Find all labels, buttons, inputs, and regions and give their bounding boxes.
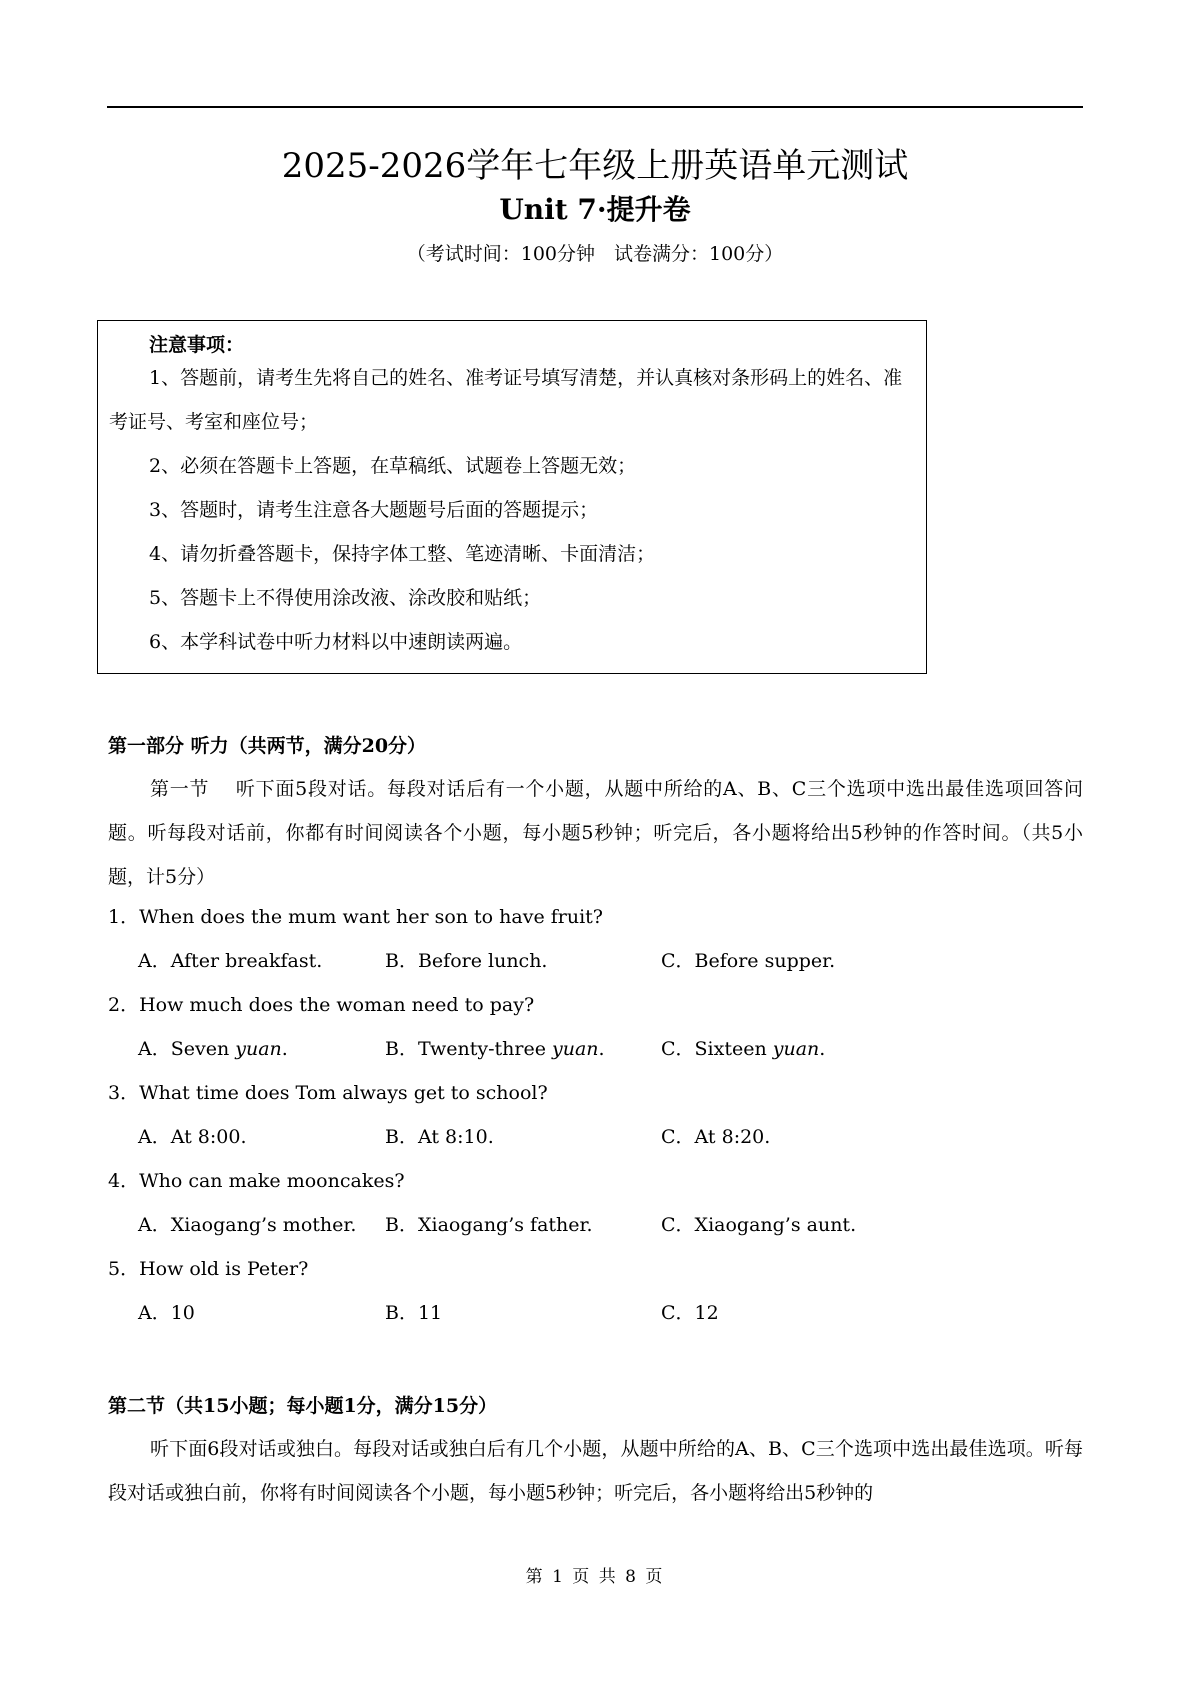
exam-title: 2025-2026学年七年级上册英语单元测试	[281, 146, 909, 186]
question-3-option-a: A．At 8:00.	[138, 1126, 247, 1148]
question-3-stem: 3．What time does Tom always get to school?	[108, 1082, 548, 1104]
notice-item-1: 1、答题前，请考生先将自己的姓名、准考证号填写清楚，并认真核对条形码上的姓名、准考证号、考室和座位号；	[109, 367, 903, 433]
question-2-option-b: B．Twenty-three yuan.	[385, 1038, 605, 1060]
page-footer: 第 1 页 共 8 页	[525, 1567, 665, 1587]
question-5-option-c: C．12	[661, 1302, 719, 1324]
exam-meta: （考试时间：100分钟 试卷满分：100分）	[406, 243, 784, 265]
question-4-stem: 4．Who can make mooncakes?	[108, 1170, 405, 1192]
exam-subtitle: Unit 7·提升卷	[499, 193, 691, 226]
question-2-option-c: C．Sixteen yuan.	[661, 1038, 826, 1060]
question-4-option-a: A．Xiaogang’s mother.	[138, 1214, 357, 1236]
notice-item-4: 4、请勿折叠答题卡，保持字体工整、笔迹清晰、卡面清洁；	[149, 543, 656, 565]
question-1-option-b: B．Before lunch.	[385, 950, 548, 972]
question-4-option-c: C．Xiaogang’s aunt.	[661, 1214, 857, 1236]
notice-item-3: 3、答题时，请考生注意各大题题号后面的答题提示；	[149, 499, 599, 521]
notice-item-6: 6、本学科试卷中听力材料以中速朗读两遍。	[149, 631, 523, 653]
section2-heading: 第二节（共15小题；每小题1分，满分15分）	[108, 1395, 498, 1417]
notice-box	[97, 320, 927, 674]
question-5-stem: 5．How old is Peter?	[108, 1258, 309, 1280]
question-2-stem: 2．How much does the woman need to pay?	[108, 994, 535, 1016]
question-3-option-b: B．At 8:10.	[385, 1126, 494, 1148]
question-5-option-a: A．10	[138, 1302, 195, 1324]
notice-item-2: 2、必须在答题卡上答题，在草稿纸、试题卷上答题无效；	[149, 455, 637, 477]
question-2-option-a: A．Seven yuan.	[138, 1038, 288, 1060]
part1-heading: 第一部分 听力（共两节，满分20分）	[108, 735, 427, 757]
question-1-option-a: A．After breakfast.	[138, 950, 323, 972]
notice-title: 注意事项：	[149, 334, 245, 356]
question-4-option-b: B．Xiaogang’s father.	[385, 1214, 593, 1236]
question-1-option-c: C．Before supper.	[661, 950, 836, 972]
notice-item-5: 5、答题卡上不得使用涂改液、涂改胶和贴纸；	[149, 587, 542, 609]
section2-intro: 听下面6段对话或独白。每段对话或独白后有几个小题，从题中所给的A、B、C三个选项中选出最佳选项。听每段对话或独白前，你将有时间阅读各个小题，每小题5秒钟；听完后，各小题将给出5秒钟的	[108, 1438, 1083, 1504]
question-3-option-c: C．At 8:20.	[661, 1126, 771, 1148]
header-rule	[107, 106, 1083, 108]
section1-intro: 第一节 听下面5段对话。每段对话后有一个小题，从题中所给的A、B、C三个选项中选出最佳选项回答问题。听每段对话前，你都有时间阅读各个小题，每小题5秒钟；听完后，各小题将给出5秒钟的作答时间。（共5小题，计5分）	[108, 778, 1083, 888]
question-5-option-b: B．11	[385, 1302, 443, 1324]
question-1-stem: 1．When does the mum want her son to have fruit?	[108, 906, 603, 928]
